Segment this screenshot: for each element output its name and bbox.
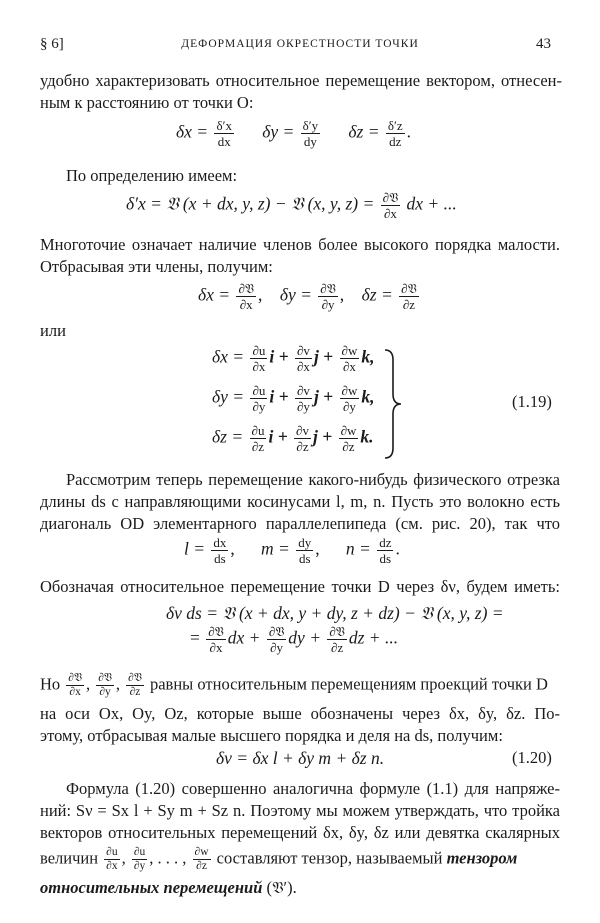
equation-delta-nu-line-1: δν ds = 𝔙 (x + dx, y + dy, z + dz) − 𝔙 (x, y, z) =: [166, 603, 504, 623]
equation-system-1-19: [212, 343, 374, 463]
paragraph-4: Обозначая относительное перемещение точки D через δν, будем иметь:: [40, 577, 560, 596]
paragraph-1-line-1: удобно характеризовать относительное перемещение вектором, отнесен-: [40, 71, 562, 90]
running-title: ДЕФОРМАЦИЯ ОКРЕСТНОСТИ ТОЧКИ: [181, 38, 419, 50]
equation-row: δz = $\frac{\partial u}{\partial z}$ i + $\frac{\partial v}{\partial z}$ j + $\frac{\partial w}{\partial z}$ k.: [212, 423, 374, 454]
paragraph-3-line-3: диагональ OD элементарного параллелепипеда (см. рис. 20), так что: [40, 514, 560, 533]
paragraph-6-line-3: векторов относительных перемещений δx, δy, δz или девятка скалярных: [40, 823, 560, 842]
right-brace: [383, 348, 403, 460]
section-marker: § 6]: [40, 36, 64, 52]
equation-row: δx = $\frac{\partial u}{\partial x}$ i + $\frac{\partial v}{\partial x}$ j + $\frac{\partial w}{\partial x}$ k,: [212, 343, 375, 374]
paragraph-2-line-2: Отбрасывая эти члены, получим:: [40, 257, 273, 276]
paragraph-6-line-1: Формула (1.20) совершенно аналогична формуле (1.1) для напряже-: [66, 779, 560, 798]
paragraph-6-line-4: величин $\frac{\partial u}{\partial x}$ , $\frac{\partial u}{\partial y}$ , . . . , $\frac{\partial w}{\partial z}$ составляют тензор, называемый тензором: [40, 846, 518, 872]
paragraph-1-line-2: ным к расстоянию от точки O:: [40, 93, 254, 112]
paragraph-6-line-5: относительных перемещений (𝔙′).: [40, 878, 297, 897]
equation-1-20: δν = δx l + δy m + δz n.: [216, 748, 385, 768]
paragraph-5-line-1: Но $\frac{\text{∂𝔙}}{\partial x}$ , $\frac{\text{∂𝔙}}{\partial y}$ , $\frac{\text{∂𝔙}}{\partial z}$ равны относительным перемещениям проекций точки D: [40, 672, 548, 698]
equation-partials: δx = $\frac{\text{∂𝔙}}{\partial x}$ , δy = $\frac{\text{∂𝔙}}{\partial y}$ , δz = $\frac{\text{∂𝔙}}{\partial z}$: [198, 281, 417, 312]
paragraph-3-line-2: длины ds с направляющими косинусами l, m, n. Пусть это волокно есть: [40, 492, 560, 511]
or-text: или: [40, 321, 66, 340]
paragraph-5-line-2: на оси Ox, Oy, Oz, которые выше обозначены через δx, δy, δz. По-: [40, 704, 560, 723]
paragraph-3-line-1: Рассмотрим теперь перемещение какого-нибудь физического отрезка: [66, 470, 560, 489]
by-definition-text: По определению имеем:: [66, 166, 238, 185]
paragraph-6-line-2: ний: Sν = Sx l + Sy m + Sz n. Поэтому мы можем утверждать, что тройка: [40, 801, 560, 820]
equation-number-1-20: (1.20): [512, 748, 552, 767]
page-number: 43: [536, 36, 551, 52]
paragraph-2-line-1: Многоточие означает наличие членов более высокого порядка малости.: [40, 235, 560, 254]
equation-delta-prime: δ′x = 𝔙 (x + dx, y, z) − 𝔙 (x, y, z) = $\frac{\text{∂𝔙}}{\partial x}$ dx + ...: [126, 190, 457, 221]
equation-delta-nu-line-2: = $\frac{\text{∂𝔙}}{\partial x}$ dx + $\frac{\text{∂𝔙}}{\partial y}$ dy + $\frac{\text{∂𝔙}}{\partial z}$ dz + ...: [190, 624, 399, 655]
equation-row: δy = $\frac{\partial u}{\partial y}$ i + $\frac{\partial v}{\partial y}$ j + $\frac{\partial w}{\partial y}$ k,: [212, 383, 375, 414]
equation-number-1-19: (1.19): [512, 392, 552, 411]
paragraph-5-line-3: этому, отбрасывая малые высшего порядка и деля на ds, получим:: [40, 726, 503, 745]
equation-delta-definitions: δx = $\frac{\delta'x}{dx}$ δy = $\frac{\delta'y}{dy}$ δz = $\frac{\delta'z}{dz}$ .: [176, 118, 412, 149]
equation-direction-cosines: l = $\frac{dx}{ds}$ , m = $\frac{dy}{ds}$ , n = $\frac{dz}{ds}$ .: [184, 535, 400, 566]
